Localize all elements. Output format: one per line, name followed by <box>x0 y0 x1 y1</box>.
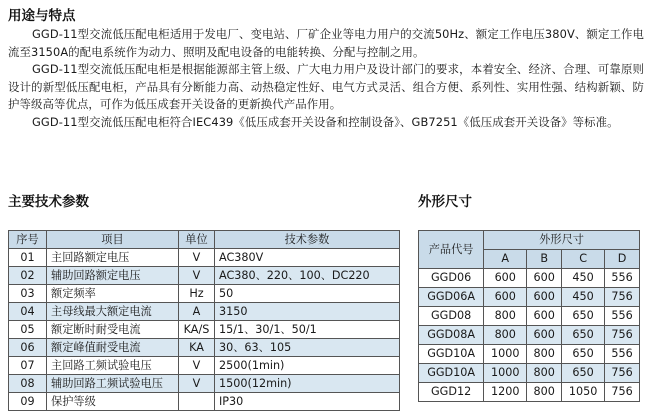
dimension-value: 556 <box>605 307 640 326</box>
row-unit: V <box>179 249 215 267</box>
product-code: GGD06 <box>419 269 484 288</box>
dimension-value: 756 <box>605 288 640 307</box>
row-number: 07 <box>9 357 47 375</box>
dims-group-header-cell: 外形尺寸 <box>484 231 640 250</box>
dimension-value: 450 <box>562 288 605 307</box>
code-header-cell: 产品代号 <box>419 231 484 269</box>
table-row <box>419 326 640 345</box>
dimension-value: 800 <box>527 364 562 383</box>
table-row <box>419 307 640 326</box>
row-value: 2500(1min) <box>215 357 400 375</box>
params-header-cell: 单位 <box>179 231 215 249</box>
row-value: IP30 <box>215 393 400 411</box>
row-item: 保护等级 <box>47 393 179 411</box>
table-row <box>9 375 400 393</box>
dimension-value: 800 <box>527 383 562 402</box>
intro-paragraph-3: GGD-11型交流低压配电柜符合IEC439《低压成套开关设备和控制设备》、GB7251《低压成套开关设备》等标准。 <box>32 114 619 129</box>
row-unit: V <box>179 375 215 393</box>
dimension-value: 650 <box>562 307 605 326</box>
row-value: 3150 <box>215 303 400 321</box>
dimension-value: 800 <box>527 345 562 364</box>
table-row <box>419 269 640 288</box>
row-value: 50 <box>215 285 400 303</box>
row-number: 04 <box>9 303 47 321</box>
row-number: 09 <box>9 393 47 411</box>
dimension-value: 450 <box>562 269 605 288</box>
dims-column-header: C <box>562 250 605 269</box>
usage-heading: 用途与特点 <box>8 8 76 24</box>
dimension-value: 600 <box>527 326 562 345</box>
product-code: GGD06A <box>419 288 484 307</box>
dims-heading: 外形尺寸 <box>418 194 472 210</box>
tech-params-table <box>8 230 400 411</box>
row-item: 主回路额定电压 <box>47 249 179 267</box>
dimension-value: 600 <box>527 288 562 307</box>
dimension-value: 1000 <box>484 345 527 364</box>
row-unit: KA/S <box>179 321 215 339</box>
table-row <box>9 393 400 411</box>
intro-paragraph-1: GGD-11型交流低压配电柜适用于发电厂、变电站、厂矿企业等电力用户的交流50Hz、额定工作电压380V、额定工作电流至3150A的配电系统作为动力、照明及配电设备的电能转换、分配与控制之用。 <box>8 27 644 59</box>
dimension-value: 1200 <box>484 383 527 402</box>
dimension-value: 756 <box>605 383 640 402</box>
row-item: 主母线最大额定电流 <box>47 303 179 321</box>
dimension-value: 556 <box>605 345 640 364</box>
row-value: AC380V <box>215 249 400 267</box>
intro-text <box>8 26 644 132</box>
row-number: 08 <box>9 375 47 393</box>
dimensions-table <box>418 230 640 402</box>
table-row <box>9 285 400 303</box>
table-row <box>419 288 640 307</box>
params-header-cell: 项目 <box>47 231 179 249</box>
row-value: 30、63、105 <box>215 339 400 357</box>
row-value: 1500(12min) <box>215 375 400 393</box>
dimension-value: 556 <box>605 269 640 288</box>
table-row <box>9 303 400 321</box>
dims-column-header: B <box>527 250 562 269</box>
dimension-value: 756 <box>605 326 640 345</box>
row-item: 额定频率 <box>47 285 179 303</box>
params-header-cell: 序号 <box>9 231 47 249</box>
params-header-row <box>9 231 400 249</box>
row-value: AC380、220、100、DC220 <box>215 267 400 285</box>
row-unit: A <box>179 303 215 321</box>
product-code: GGD12 <box>419 383 484 402</box>
row-number: 02 <box>9 267 47 285</box>
row-number: 03 <box>9 285 47 303</box>
table-row <box>419 383 640 402</box>
product-code: GGD10A <box>419 364 484 383</box>
dimension-value: 600 <box>484 269 527 288</box>
table-row <box>9 339 400 357</box>
dimension-value: 800 <box>484 326 527 345</box>
table-row <box>419 364 640 383</box>
row-unit <box>179 393 215 411</box>
table-row <box>9 267 400 285</box>
dimension-value: 650 <box>562 364 605 383</box>
dims-column-header: A <box>484 250 527 269</box>
dims-header-row <box>419 231 640 250</box>
row-item: 辅助回路额定电压 <box>47 267 179 285</box>
table-row <box>9 357 400 375</box>
product-code: GGD08 <box>419 307 484 326</box>
dimension-value: 650 <box>562 326 605 345</box>
table-row <box>9 249 400 267</box>
row-number: 01 <box>9 249 47 267</box>
row-item: 额定断时耐受电流 <box>47 321 179 339</box>
row-number: 05 <box>9 321 47 339</box>
params-heading: 主要技术参数 <box>8 194 89 210</box>
row-value: 15/1、30/1、50/1 <box>215 321 400 339</box>
row-unit: V <box>179 357 215 375</box>
row-number: 06 <box>9 339 47 357</box>
dimension-value: 650 <box>562 345 605 364</box>
row-unit: KA <box>179 339 215 357</box>
row-item: 主回路工频试验电压 <box>47 357 179 375</box>
product-code: GGD10A <box>419 345 484 364</box>
row-item: 额定峰值耐受电流 <box>47 339 179 357</box>
intro-paragraph-2: GGD-11型交流低压配电柜是根据能源部主管上级、广大电力用户及设计部门的要求，本着安全、经济、合理、可靠原则设计的新型低压配电柜，产品具有分断能力高、动热稳定性好、电气方式灵活、组合方便、系列性、实用性强、结构新颖、防护等级高等优点，可作为低压成套开关设备的更新换代产品作用。 <box>8 62 644 112</box>
dims-column-header: D <box>605 250 640 269</box>
dimension-value: 1050 <box>562 383 605 402</box>
dimension-value: 600 <box>527 269 562 288</box>
dimension-value: 756 <box>605 364 640 383</box>
dimension-value: 600 <box>484 288 527 307</box>
params-header-cell: 技术参数 <box>215 231 400 249</box>
dimension-value: 800 <box>484 307 527 326</box>
row-unit: V <box>179 267 215 285</box>
row-item: 辅助回路工频试验电压 <box>47 375 179 393</box>
dimension-value: 1000 <box>484 364 527 383</box>
dimension-value: 600 <box>527 307 562 326</box>
row-unit: Hz <box>179 285 215 303</box>
product-code: GGD08A <box>419 326 484 345</box>
table-row <box>9 321 400 339</box>
table-row <box>419 345 640 364</box>
